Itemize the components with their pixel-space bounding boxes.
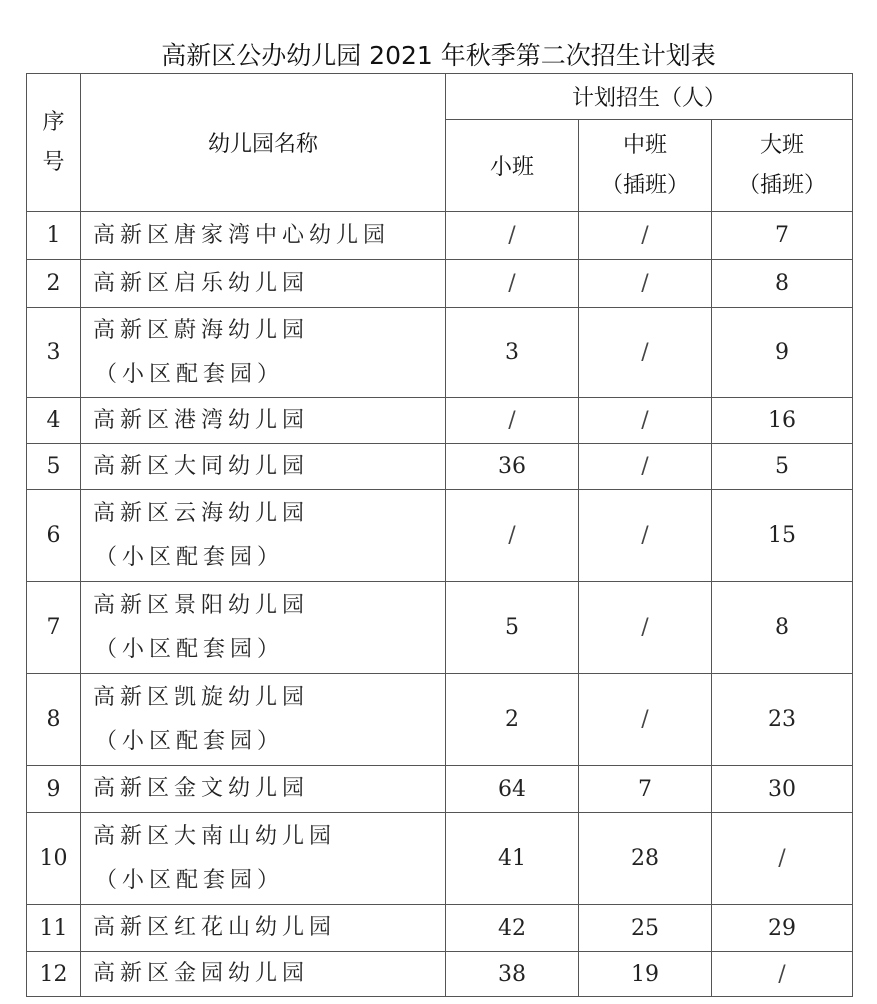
table-row bbox=[27, 490, 853, 582]
kindergarten-type: （小区配套园） bbox=[95, 728, 285, 754]
cell-small-class: 3 bbox=[446, 308, 579, 398]
cell-seq: 6 bbox=[27, 490, 81, 582]
enrollment-plan-table bbox=[26, 73, 853, 997]
table-row bbox=[27, 308, 853, 398]
cell-middle-class: / bbox=[579, 398, 712, 444]
cell-name bbox=[81, 260, 446, 308]
cell-name bbox=[81, 490, 446, 582]
kindergarten-name: 高新区大南山幼儿园 bbox=[93, 823, 337, 849]
cell-name bbox=[81, 766, 446, 813]
table-row bbox=[27, 766, 853, 813]
page-title: 高新区公办幼儿园 2021 年秋季第二次招生计划表 bbox=[161, 41, 716, 70]
cell-seq: 11 bbox=[27, 905, 81, 952]
cell-seq: 3 bbox=[27, 308, 81, 398]
kindergarten-name: 高新区红花山幼儿园 bbox=[93, 915, 337, 940]
header-name: 幼儿园名称 bbox=[81, 74, 446, 212]
cell-middle-class: / bbox=[579, 582, 712, 674]
cell-seq: 4 bbox=[27, 398, 81, 444]
kindergarten-name: 高新区金文幼儿园 bbox=[93, 776, 310, 801]
cell-middle-class: 28 bbox=[579, 813, 712, 905]
cell-name bbox=[81, 905, 446, 952]
kindergarten-name: 高新区唐家湾中心幼儿园 bbox=[93, 222, 391, 248]
kindergarten-type: （小区配套园） bbox=[95, 544, 285, 570]
cell-seq: 9 bbox=[27, 766, 81, 813]
header-small-class: 小班 bbox=[446, 120, 579, 212]
cell-small-class: / bbox=[446, 260, 579, 308]
table-row bbox=[27, 674, 853, 766]
header-seq-line2: 号 bbox=[42, 149, 65, 175]
cell-large-class: / bbox=[712, 813, 853, 905]
cell-middle-class: / bbox=[579, 490, 712, 582]
kindergarten-name: 高新区景阳幼儿园 bbox=[93, 592, 310, 618]
cell-seq: 5 bbox=[27, 444, 81, 490]
header-large-line2: （插班） bbox=[737, 172, 826, 198]
kindergarten-type: （小区配套园） bbox=[95, 361, 285, 387]
cell-seq: 7 bbox=[27, 582, 81, 674]
cell-small-class: / bbox=[446, 212, 579, 260]
kindergarten-name: 高新区大同幼儿园 bbox=[93, 453, 310, 479]
cell-large-class: 7 bbox=[712, 212, 853, 260]
cell-seq: 8 bbox=[27, 674, 81, 766]
cell-small-class: / bbox=[446, 490, 579, 582]
cell-large-class: 29 bbox=[712, 905, 853, 952]
cell-small-class: 42 bbox=[446, 905, 579, 952]
cell-large-class: 30 bbox=[712, 766, 853, 813]
cell-small-class: 36 bbox=[446, 444, 579, 490]
cell-seq: 12 bbox=[27, 952, 81, 997]
header-middle-class bbox=[579, 120, 712, 212]
kindergarten-type: （小区配套园） bbox=[95, 867, 285, 893]
cell-small-class: 38 bbox=[446, 952, 579, 997]
table-row bbox=[27, 582, 853, 674]
cell-seq: 2 bbox=[27, 260, 81, 308]
cell-large-class: 5 bbox=[712, 444, 853, 490]
cell-name bbox=[81, 813, 446, 905]
cell-small-class: / bbox=[446, 398, 579, 444]
cell-small-class: 41 bbox=[446, 813, 579, 905]
cell-small-class: 5 bbox=[446, 582, 579, 674]
kindergarten-name: 高新区港湾幼儿园 bbox=[93, 407, 310, 433]
table-row bbox=[27, 905, 853, 952]
header-middle-line2: （插班） bbox=[600, 172, 689, 198]
cell-middle-class: / bbox=[579, 444, 712, 490]
table-row bbox=[27, 260, 853, 308]
cell-name bbox=[81, 308, 446, 398]
cell-large-class: 15 bbox=[712, 490, 853, 582]
cell-middle-class: / bbox=[579, 212, 712, 260]
kindergarten-name: 高新区金园幼儿园 bbox=[93, 961, 310, 986]
cell-middle-class: 19 bbox=[579, 952, 712, 997]
cell-small-class: 64 bbox=[446, 766, 579, 813]
cell-large-class: 9 bbox=[712, 308, 853, 398]
kindergarten-name: 高新区云海幼儿园 bbox=[93, 500, 310, 526]
cell-large-class: 23 bbox=[712, 674, 853, 766]
cell-middle-class: / bbox=[579, 308, 712, 398]
header-plan-group: 计划招生（人） bbox=[446, 74, 853, 120]
kindergarten-type: （小区配套园） bbox=[95, 636, 285, 662]
cell-name bbox=[81, 674, 446, 766]
cell-name bbox=[81, 582, 446, 674]
kindergarten-name: 高新区启乐幼儿园 bbox=[93, 270, 310, 296]
cell-name bbox=[81, 444, 446, 490]
header-seq-line1: 序 bbox=[42, 109, 65, 135]
cell-small-class: 2 bbox=[446, 674, 579, 766]
table-row bbox=[27, 444, 853, 490]
cell-middle-class: 7 bbox=[579, 766, 712, 813]
header-seq bbox=[27, 74, 81, 212]
table-row bbox=[27, 952, 853, 997]
table-row bbox=[27, 813, 853, 905]
cell-large-class: 8 bbox=[712, 582, 853, 674]
cell-large-class: / bbox=[712, 952, 853, 997]
kindergarten-name: 高新区凯旋幼儿园 bbox=[93, 684, 310, 710]
table-row bbox=[27, 212, 853, 260]
cell-large-class: 8 bbox=[712, 260, 853, 308]
cell-large-class: 16 bbox=[712, 398, 853, 444]
table-row bbox=[27, 398, 853, 444]
cell-middle-class: 25 bbox=[579, 905, 712, 952]
header-large-line1: 大班 bbox=[759, 132, 804, 158]
cell-name bbox=[81, 398, 446, 444]
kindergarten-name: 高新区蔚海幼儿园 bbox=[93, 317, 310, 343]
cell-middle-class: / bbox=[579, 674, 712, 766]
cell-seq: 1 bbox=[27, 212, 81, 260]
cell-middle-class: / bbox=[579, 260, 712, 308]
cell-seq: 10 bbox=[27, 813, 81, 905]
header-large-class bbox=[712, 120, 853, 212]
header-middle-line1: 中班 bbox=[622, 132, 667, 158]
cell-name bbox=[81, 212, 446, 260]
cell-name bbox=[81, 952, 446, 997]
